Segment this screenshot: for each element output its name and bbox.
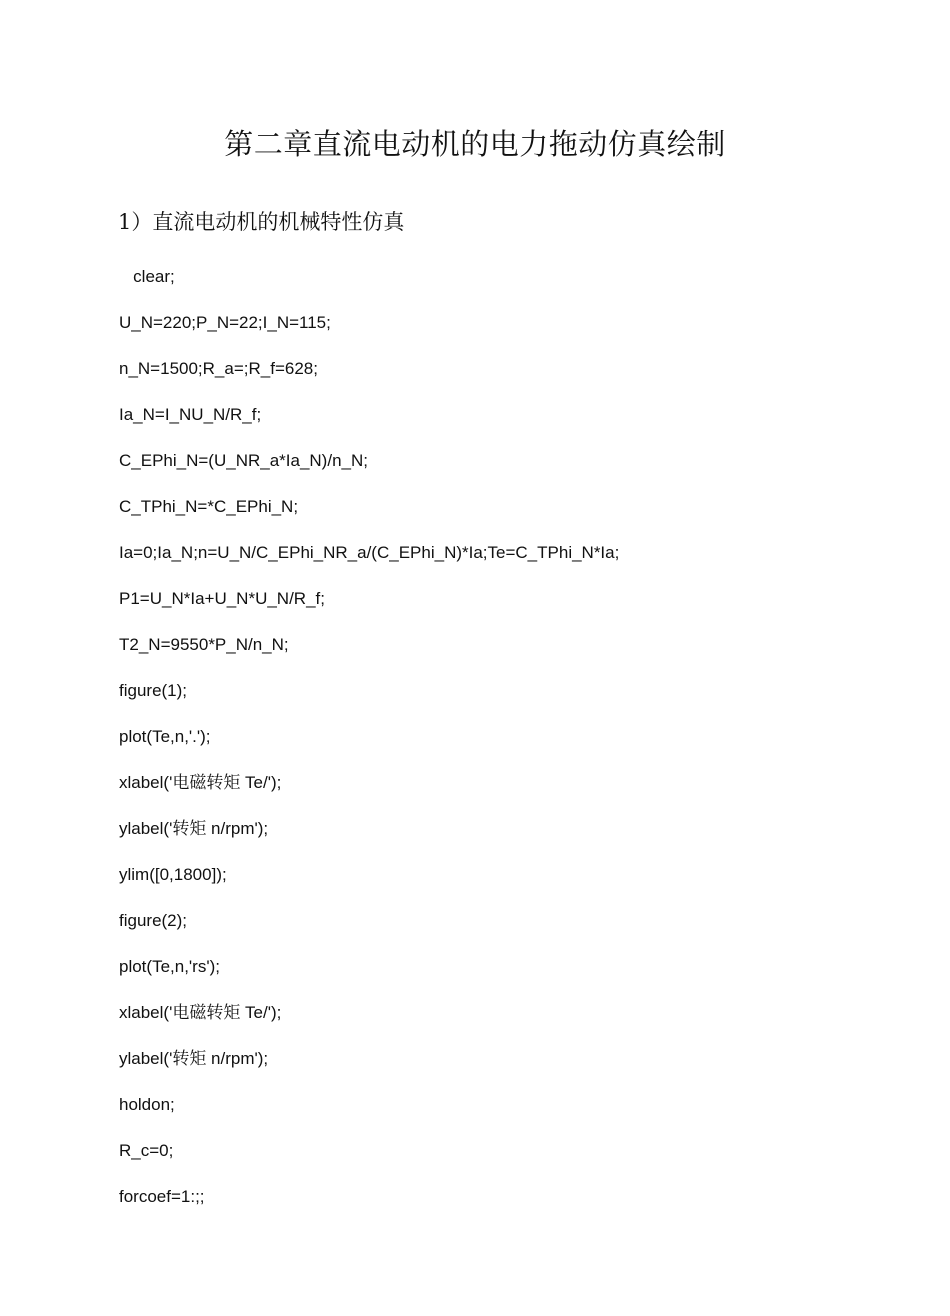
- code-line: figure(2);: [119, 911, 188, 930]
- code-line: clear;: [119, 267, 175, 286]
- chapter-title: 第二章直流电动机的电力拖动仿真绘制: [224, 127, 726, 161]
- code-line: xlabel('电磁转矩 Te/');: [119, 773, 282, 792]
- code-line: Ia=0;Ia_N;n=U_N/C_EPhi_NR_a/(C_EPhi_N)*Ia;Te=C_TPhi_N*Ia;: [119, 543, 620, 562]
- code-line: n_N=1500;R_a=;R_f=628;: [119, 359, 318, 378]
- code-line: R_c=0;: [119, 1141, 174, 1160]
- code-line: plot(Te,n,'rs');: [119, 957, 220, 976]
- code-line: Ia_N=I_NU_N/R_f;: [119, 405, 262, 424]
- code-line: figure(1);: [119, 681, 188, 700]
- code-line: C_TPhi_N=*C_EPhi_N;: [119, 497, 299, 516]
- code-line: T2_N=9550*P_N/n_N;: [119, 635, 289, 654]
- code-line: holdon;: [119, 1095, 175, 1114]
- code-line: ylabel('转矩 n/rpm');: [119, 1049, 269, 1068]
- code-line: forcoef=1:;;: [119, 1187, 205, 1206]
- code-listing: [119, 261, 899, 1227]
- code-line: plot(Te,n,'.');: [119, 727, 211, 746]
- code-line: xlabel('电磁转矩 Te/');: [119, 1003, 282, 1022]
- code-line: ylabel('转矩 n/rpm');: [119, 819, 269, 838]
- code-line: P1=U_N*Ia+U_N*U_N/R_f;: [119, 589, 325, 608]
- section-heading: 1）直流电动机的机械特性仿真: [118, 210, 405, 234]
- code-line: U_N=220;P_N=22;I_N=115;: [119, 313, 331, 332]
- code-line: C_EPhi_N=(U_NR_a*Ia_N)/n_N;: [119, 451, 368, 470]
- code-line: ylim([0,1800]);: [119, 865, 227, 884]
